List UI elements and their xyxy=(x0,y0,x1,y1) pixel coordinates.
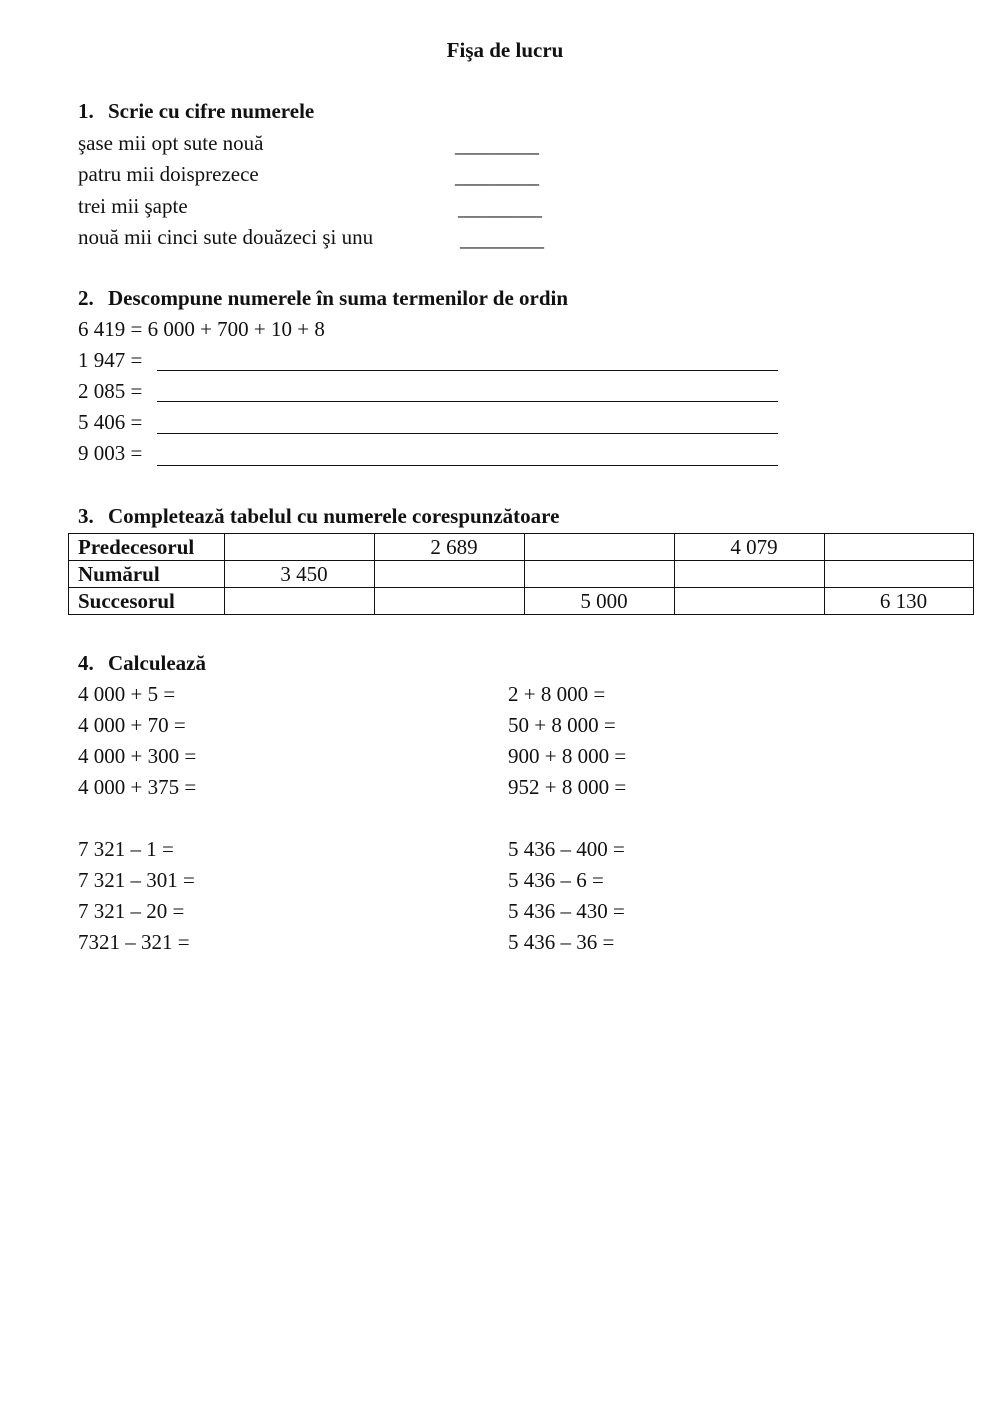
calc-right-6: 5 436 – 6 = xyxy=(508,868,604,892)
ex2-answer-line-2[interactable] xyxy=(157,401,778,402)
calc-left-7: 7 321 – 20 = xyxy=(78,899,185,923)
calc-right-1: 2 + 8 000 = xyxy=(508,682,606,706)
table-cell: 5 000 xyxy=(525,588,675,615)
ex1-item-3: trei mii şapte xyxy=(78,194,188,218)
row-label-successor: Succesorul xyxy=(69,588,225,615)
table-cell[interactable] xyxy=(525,534,675,561)
table-cell[interactable] xyxy=(525,561,675,588)
calc-right-5: 5 436 – 400 = xyxy=(508,837,625,861)
table-cell[interactable] xyxy=(675,561,825,588)
table-cell[interactable] xyxy=(675,588,825,615)
table-row xyxy=(69,561,974,588)
table-cell: 6 130 xyxy=(825,588,974,615)
exercise-2-heading xyxy=(78,288,568,309)
ex2-answer-line-3[interactable] xyxy=(157,433,778,434)
exercise-3-heading xyxy=(78,506,559,527)
calc-right-2: 50 + 8 000 = xyxy=(508,713,616,737)
calc-left-5: 7 321 – 1 = xyxy=(78,837,174,861)
ex1-item-1: şase mii opt sute nouă xyxy=(78,131,264,155)
calc-right-8: 5 436 – 36 = xyxy=(508,930,615,954)
calc-left-8: 7321 – 321 = xyxy=(78,930,190,954)
table-cell: 3 450 xyxy=(225,561,375,588)
calc-left-3: 4 000 + 300 = xyxy=(78,744,197,768)
ex2-example: 6 419 = 6 000 + 700 + 10 + 8 xyxy=(78,317,325,341)
ex2-answer-line-1[interactable] xyxy=(157,370,778,371)
exercise-4-number: 4. xyxy=(78,651,94,675)
exercise-3-title: Completează tabelul cu numerele corespunzătoare xyxy=(108,504,560,528)
table-row xyxy=(69,534,974,561)
calc-left-2: 4 000 + 70 = xyxy=(78,713,186,737)
table-cell[interactable] xyxy=(225,534,375,561)
row-label-predecessor: Predecesorul xyxy=(69,534,225,561)
ex2-item-4: 9 003 = xyxy=(78,441,143,465)
exercise-1-heading xyxy=(78,101,314,122)
numbers-table xyxy=(68,533,974,615)
calc-right-3: 900 + 8 000 = xyxy=(508,744,627,768)
exercise-2-title: Descompune numerele în suma termenilor de ordin xyxy=(108,286,569,310)
page-title: Fişa de lucru xyxy=(446,38,564,62)
exercise-1-title: Scrie cu cifre numerele xyxy=(108,99,315,123)
calc-left-4: 4 000 + 375 = xyxy=(78,775,197,799)
calc-left-6: 7 321 – 301 = xyxy=(78,868,195,892)
exercise-3-number: 3. xyxy=(78,504,94,528)
table-cell[interactable] xyxy=(825,561,974,588)
exercise-1-number: 1. xyxy=(78,99,94,123)
calc-right-7: 5 436 – 430 = xyxy=(508,899,625,923)
ex1-answer-2[interactable]: ________ xyxy=(455,164,539,188)
ex2-item-1: 1 947 = xyxy=(78,348,143,372)
ex2-answer-line-4[interactable] xyxy=(157,465,778,466)
ex1-answer-4[interactable]: ________ xyxy=(460,227,544,251)
table-row xyxy=(69,588,974,615)
ex2-item-2: 2 085 = xyxy=(78,379,143,403)
ex1-item-4: nouă mii cinci sute douăzeci şi unu xyxy=(78,225,374,249)
table-cell[interactable] xyxy=(225,588,375,615)
calc-right-4: 952 + 8 000 = xyxy=(508,775,627,799)
table-cell[interactable] xyxy=(375,588,525,615)
ex1-answer-1[interactable]: ________ xyxy=(455,133,539,157)
ex1-answer-3[interactable]: ________ xyxy=(458,196,542,220)
exercise-2-number: 2. xyxy=(78,286,94,310)
exercise-4-title: Calculează xyxy=(108,651,206,675)
table-cell[interactable] xyxy=(825,534,974,561)
ex2-item-3: 5 406 = xyxy=(78,410,143,434)
table-cell: 2 689 xyxy=(375,534,525,561)
ex1-item-2: patru mii doisprezece xyxy=(78,162,259,186)
row-label-number: Numărul xyxy=(69,561,225,588)
calc-left-1: 4 000 + 5 = xyxy=(78,682,176,706)
table-cell: 4 079 xyxy=(675,534,825,561)
exercise-4-heading xyxy=(78,653,206,674)
table-cell[interactable] xyxy=(375,561,525,588)
